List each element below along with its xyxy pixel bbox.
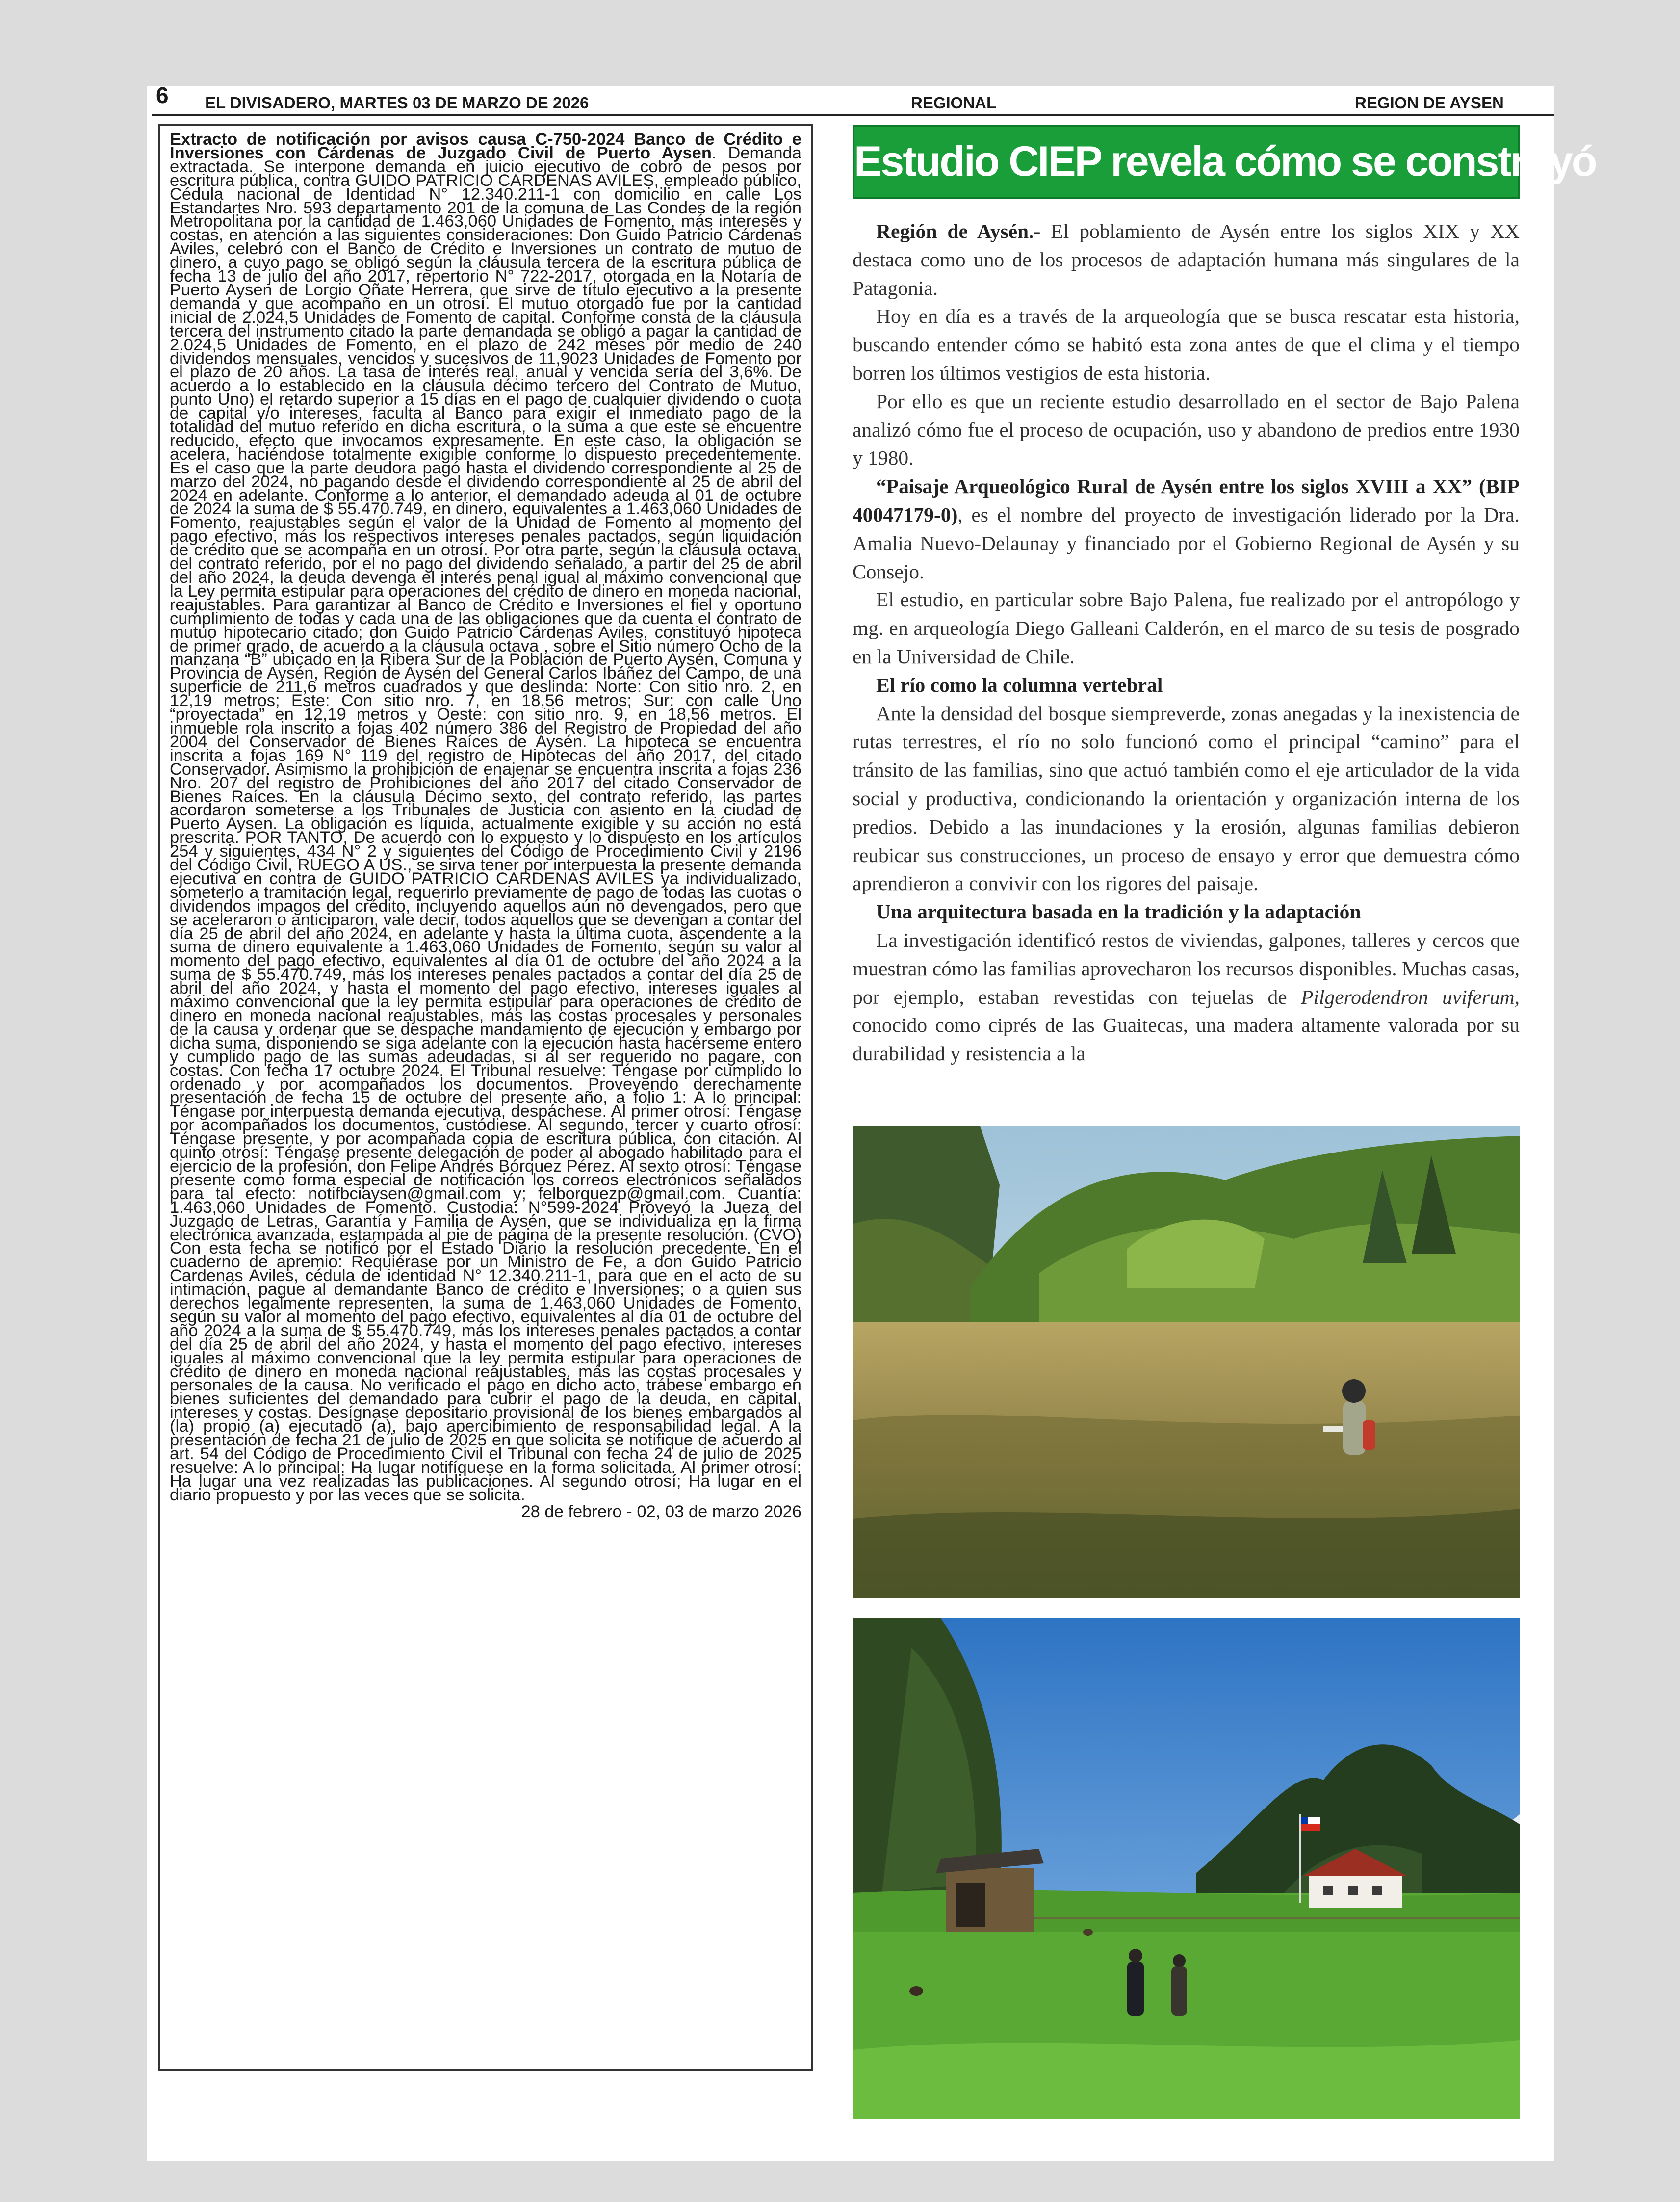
- article-paragraph: Hoy en día es a través de la arqueología que se busca rescatar esta historia, buscando entender cómo se habitó esta zona antes de que el clima y el tiempo borren los últimos vestigios de esta historia.: [853, 305, 1520, 384]
- article-title: Estudio CIEP revela cómo se construyó: [854, 138, 1596, 185]
- article-paragraph: El estudio, en particular sobre Bajo Palena, fue realizado por el antropólogo y mg. en arqueología Diego Galleani Calderón, en el marco de su tesis de posgrado en la Universidad de Chile.: [853, 588, 1520, 668]
- legal-notice-dates: 28 de febrero - 02, 03 de marzo 2026: [521, 1502, 801, 1521]
- header-rule: [152, 114, 1554, 116]
- article-paragraph: La investigación identificó restos de viviendas, galpones, talleres y cercos que muestran cómo las familias aprovecharon los recursos disponibles. Muchas casas, por ejemplo, estaban revestidas con tejuelas de Pilgerodendron uviferum, conocido como ciprés de las Guaitecas, una madera altamente valorada por su durabilidad y resistencia a la: [853, 928, 1520, 1065]
- legal-notice-text: [170, 130, 801, 1504]
- legal-notice-box: [158, 124, 813, 2071]
- article-title-bar: [853, 125, 1596, 199]
- article-paragraph: “Paisaje Arqueológico Rural de Aysén entre los siglos XVIII a XX” (BIP 40047179-0), es el nombre del proyecto de investigación liderado por la Dra. Amalia Nuevo-Delaunay y financiado por el Gobierno Regional de Aysén y su Consejo.: [853, 475, 1520, 583]
- photo-farmstead: [853, 1618, 1520, 2119]
- legal-notice-body: . Demanda extractada. Se interpone demanda en juicio ejecutivo de cobro de pesos por escritura pública, contra GUIDO PATRICIO CARDENAS AVILES, empleado público, Cédula nacional de Identidad N° 12.340.211-1 con domicilio en calle Los Estandartes Nro. 593 departamento 201 de la comuna de Las Condes de la región Metropolitana por la cantidad de 1.463,060 Unidades de Fomento, más intereses y costas, en atención a las siguientes consideraciones: Don Guido Patricio Cárdenas Aviles, celebró con el Banco de Crédito e Inversiones un contrato de mutuo de dinero, a cuyo pago se obligó según la cláusula tercera de la escritura pública de fecha 13 de julio del año 2017, repertorio N° 722-2017, otorgada en la Notaría de Puerto Aysen de Lorgio Oñate Herrera, que sirve de título ejecutivo a la presente demanda y que acompaño en un otrosí. El mutuo otorgado fue por la cantidad inicial de 2.024,5 Unidades de Fomento de capital. Conforme consta de la cláusula tercera del instrumento citado la parte demandada se obligó a pagar la cantidad de 2.024,5 Unidades de Fomento, en el plazo de 242 meses por medio de 240 dividendos mensuales, vencidos y sucesivos de 11,9023 Unidades de Fomento por el plazo de 20 años. La tasa de interés real, anual y vencida sería del 3,6%. De acuerdo a lo establecido en la cláusula décimo tercero del Contrato de Mutuo, punto Uno) el retardo superior a 15 días en el pago de cualquier dividendo o cuota de capital y/o intereses, faculta al Banco para exigir el inmediato pago de la totalidad del mutuo referido en dicha escritura, o la suma a que este se encuentre reducido, efecto que invocamos expresamente. En este caso, la obligación se acelera, haciéndose totalmente exigible conforme lo dispuesto precedentemente. Es el caso que la parte deudora pagó hasta el dividendo correspondiente al 25 de marzo del 2024, no pagando desde el dividendo correspondiente al 25 de abril del 2024 en adelante. Conforme a lo anterior, el demandado adeuda al 01 de octubre de 2024 la suma de $ 55.470.749, en dinero, equivalentes a 1.463,060 Unidades de Fomento, reajustables según el valor de la Unidad de Fomento al momento del pago efectivo, más los respectivos intereses penales pactados, según liquidación de crédito que se acompaña en un otrosí. Por otra parte, según la cláusula octava, del contrato referido, por el no pago del dividendo señalado, a partir del 25 de abril del año 2024, la deuda devenga el interés penal igual al máximo convencional que la Ley permita estipular para operaciones del crédito de dinero en moneda nacional, reajustables. Para garantizar al Banco de Crédito e Inversiones el fiel y oportuno cumplimiento de todas y cada una de las obligaciones que da cuenta el contrato de mutuo hipotecario citado; don Guido Patricio Cárdenas Aviles, constituyó hipoteca de primer grado, de acuerdo a la cláusula octava , sobre el Sitio número Ocho de la manzana “B” ubicado en la Ribera Sur de la Población de Puerto Aysén, Comuna y Provincia de Aysén, Región de Aysén del General Carlos Ibáñez del Campo, de una superficie de 211,6 metros cuadrados y que deslinda: Norte: Con sitio nro. 2, en 12,19 metros; Este: Con sitio nro. 7, en 18,56 metros; Sur: con calle Uno “proyectada” en 12,19 metros y Oeste: con sitio nro. 9, en 18,56 metros. El inmueble rola inscrito a fojas 402 número 386 del Registro de Propiedad del año 2004 del Conservador de Bienes Raíces de Aysén. La hipoteca se encuentra inscrita a fojas 169 N° 119 del registro de Hipotecas del año 2017, del citado Conservador. Asimismo la prohibición de enajenar se encuentra inscrita a fojas 236 Nro. 207 del registro de Prohibiciones del año 2017 del citado Conservador de Bienes Raíces. En la cláusula Décimo sexto, del contrato referido, las partes acordaron someterse a los Tribunales de Justicia con asiento en la ciudad de Puerto Aysen. La obligación es líquida, actualmente exigible y su acción no está prescrita. POR TANTO, De acuerdo con lo expuesto y lo dispuesto en los artículos 254 y siguientes, 434 N° 2 y siguientes del Código de Procedimiento Civil y 2196 del Código Civil, RUEGO A US., se sirva tener por interpuesta la presente demanda ejecutiva en contra de GUIDO PATRICIO CARDENAS AVILES ya individualizado, someterlo a tramitación legal, requerirlo previamente de pago de todas las cuotas o dividendos impagos del crédito, incluyendo aquellos aún no devengados, pero que se aceleraron o anticiparon, vale decir, todos aquellos que se devengan a contar del día 25 de abril del año 2024, en adelante y hasta la última cuota, ascendente a la suma de dinero equivalente a 1.463,060 Unidades de Fomento, según su valor al momento del pago efectivo, equivalentes al día 01 de octubre del año 2024 a la suma de $ 55.470.749, más los intereses penales pactados a contar del día 25 de abril del año 2024, y hasta el momento del pago efectivo, intereses iguales al máximo convencional que la ley permita estipular para operaciones de crédito de dinero en moneda nacional reajustables, más las costas procesales y personales de la causa y ordenar que se despache mandamiento de ejecución y embargo por dicha suma, disponiendo se siga adelante con la ejecución hasta hacérseme entero y cumplido pago de las sumas adeudadas, si al ser requerido no pagare, con costas. Con fecha 17 octubre 2024. El Tribunal resuelve: Téngase por cumplido lo ordenado y por acompañados los documentos. Proveyendo derechamente presentación de fecha 15 de octubre del presente año, a folio 1: A lo principal: Téngase por interpuesta demanda ejecutiva, despáchese. Al primer otrosí: Téngase por acompañados los documentos, custódiese. Al segundo, tercer y cuarto otrosí: Téngase presente, y por acompañada copia de escritura pública, con citación. Al quinto otrosí: Téngase presente delegación de poder al abogado habilitado para el ejercicio de la profesión, don Felipe Andrés Bórquez Pérez. Al sexto otrosí: Téngase presente como forma especial de notificación los correos electrónicos señalados para tal efecto: notifbciaysen@gmail.com y; felborquezp@gmail.com. Cuantía: 1.463,060 Unidades de Fomento. Custodia: N°599-2024 Proveyó la Jueza del Juzgado de Letras, Garantía y Familia de Aysén, que se individualiza en la firma electrónica avanzada, estampada al pie de página de la presente resolución. (CVO) Con esta fecha se notificó por el Estado Diario la resolución precedente. En el cuaderno de apremio: Requiérase por un Ministro de Fe, a don Guido Patricio Cardenas Aviles, cédula de identidad N° 12.340.211-1, para que en el acto de su intimación, pague al demandante Banco de crédito e Inversiones; o a quien sus derechos legalmente representen, la suma de 1.463,060 Unidades de Fomento, según su valor al momento del pago efectivo, equivalentes al día 01 de octubre del año 2024 a la suma de $ 55.470.749, más los intereses penales pactados a contar del día 25 de abril del año 2024, y hasta el momento del pago efectivo, intereses iguales al máximo convencional que la ley permita estipular para operaciones de crédito de dinero en moneda nacional reajustables, más las costas procesales y personales de la causa. No verificado el pago en dicho acto, trábese embargo en bienes suficientes del demandado para cubrir el pago de la deuda, en capital, intereses y costas. Desígnase depositario provisional de los bienes embargados al (la) propio (a) ejecutado (a), bajo apercibimiento de responsabilidad legal. A la presentación de fecha 21 de julio de 2025 en que solicita se notifique de acuerdo al art. 54 del Código de Procedimiento Civil el Tribunal con fecha 24 de julio de 2025 resuelve: A lo principal: Ha lugar notifíquese en la forma solicitada. Al primer otrosí: Ha lugar una vez realizadas las publicaciones. Al segundo otrosí; Ha lugar en el diario propuesto y por las veces que se solicita.: [170, 143, 801, 1504]
- project-name: “Paisaje Arqueológico Rural de Aysén entre los siglos XVIII a XX” (BIP 40047179-0): [853, 475, 1520, 526]
- running-header: [147, 82, 1554, 115]
- legal-notice-title: Extracto de notificación por avisos causa C-750-2024 Banco de Crédito e Inversiones con Cárdenas de Juzgado Civil de Puerto Aysen: [170, 130, 801, 162]
- publication-date: EL DIVISADERO, MARTES 03 DE MARZO DE 2026: [205, 94, 589, 112]
- photo-meadow-researcher: [853, 1126, 1520, 1598]
- photo-meadow-image: [853, 1126, 1520, 1598]
- page-number: 6: [156, 82, 169, 108]
- newspaper-page: [147, 82, 1596, 2161]
- article-paragraph: Por ello es que un reciente estudio desarrollado en el sector de Bajo Palena analizó cómo fue el proceso de ocupación, uso y abandono de predios entre 1930 y 1980.: [853, 390, 1520, 470]
- article-dateline: Región de Aysén.-: [876, 220, 1041, 242]
- article-paragraph: Ante la densidad del bosque siempreverde, zonas anegadas y la inexistencia de rutas terrestres, el río no solo funcionó como el principal “camino” para el tránsito de las familias, sino que actuó también como el eje articulador de la vida social y productiva, condicionando la orientación y organización interna de los predios. Debido a las inundaciones y la erosión, algunas familias debieron reubicar sus construcciones, un proceso de ensayo y error que demuestra cómo aprendieron a convivir con los rigores del paisaje.: [853, 702, 1520, 895]
- region-name: REGION DE AYSEN: [1355, 94, 1504, 112]
- photo-farmstead-image: [853, 1618, 1520, 2119]
- article-subheading: El río como la columna vertebral: [876, 673, 1163, 696]
- article-body: [853, 217, 1520, 1068]
- article-paragraph: Región de Aysén.- El poblamiento de Aysén entre los siglos XIX y XX destaca como uno de los procesos de adaptación humana más singulares de la Patagonia.: [853, 220, 1520, 299]
- article-subheading: Una arquitectura basada en la tradición y la adaptación: [876, 900, 1361, 923]
- section-name: REGIONAL: [911, 94, 997, 112]
- species-name: Pilgerodendron uviferum: [1301, 985, 1515, 1008]
